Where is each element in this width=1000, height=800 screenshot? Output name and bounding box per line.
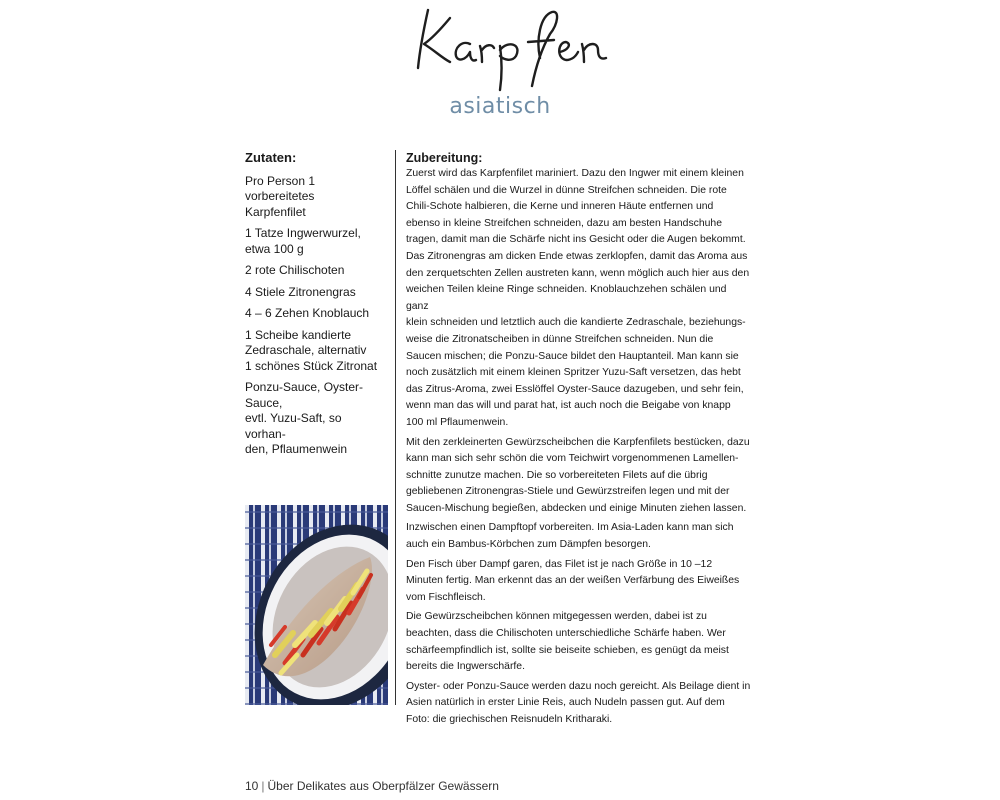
preparation-line: klein schneiden und letztlich auch die kandierte Zedraschale, beziehungs- — [406, 317, 746, 329]
preparation-paragraph — [406, 435, 751, 518]
preparation-line: weise die Zitronatscheiben in dünne Streifchen schneiden. Nun die — [406, 333, 714, 345]
preparation-line: 100 ml Pflaumenwein. — [406, 416, 509, 428]
preparation-line: Die Gewürzscheibchen können mitgegessen werden, dabei ist zu — [406, 611, 707, 623]
preparation-line: Löffel schälen und die Wurzel in dünne Streifchen schneiden. Die rote — [406, 184, 727, 196]
preparation-line: wenn man das will und parat hat, ist auch noch die Beigabe von knapp — [406, 400, 731, 412]
preparation-line: Den Fisch über Dampf garen, das Filet ist je nach Größe in 10 –12 — [406, 558, 713, 570]
preparation-heading: Zubereitung: — [406, 151, 483, 165]
preparation-paragraph — [406, 679, 751, 729]
preparation-line: Mit den zerkleinerten Gewürzscheibchen die Karpfenfilets bestücken, dazu — [406, 436, 750, 448]
preparation-line: das Zitrus-Aroma, zwei Esslöffel Oyster-Sauce dazugeben, und sehr fein, — [406, 383, 744, 395]
preparation-section — [406, 150, 751, 732]
ingredient-line: 2 rote Chilischoten — [245, 263, 345, 277]
preparation-line: den zerquetschten Zellen austreten kann, wenn möglich auch hier aus den — [406, 267, 750, 279]
ingredients-heading: Zutaten: — [245, 150, 297, 165]
page-number: 10 — [245, 779, 259, 793]
ingredient-item — [245, 285, 385, 301]
preparation-text — [406, 166, 751, 729]
preparation-line: auch ein Bambus-Körbchen zum Dämpfen besorgen. — [406, 539, 651, 551]
preparation-line: Minuten fertig. Man erkennt das an der weißen Verfärbung des Eiweißes — [406, 575, 740, 587]
preparation-line: Das Zitronengras am dicken Ende etwas zerklopfen, damit das Aroma aus — [406, 250, 748, 262]
ingredient-line: 1 Tatze Ingwerwurzel, — [245, 226, 361, 240]
preparation-line: bereits die Ingwerschärfe. — [406, 661, 525, 673]
ingredients-section — [245, 150, 385, 464]
ingredient-line: Zedraschale, alternativ — [245, 343, 367, 357]
ingredient-line: etwa 100 g — [245, 241, 304, 256]
preparation-line: Oyster- oder Ponzu-Sauce werden dazu noch gereicht. Als Beilage dient in — [406, 680, 751, 692]
preparation-line: Foto: die griechischen Reisnudeln Kritharaki. — [406, 714, 613, 725]
ingredient-item — [245, 226, 385, 257]
dish-photo — [245, 505, 388, 705]
preparation-line: noch zusätzlich mit einem kleinen Spritzer Yuzu-Saft versetzen, das hebt — [406, 367, 741, 379]
ingredient-line: Pro Person 1 vorbereitetes — [245, 173, 316, 203]
ingredient-item — [245, 328, 385, 375]
ingredient-line: 1 schönes Stück Zitronat — [245, 358, 378, 373]
preparation-line: Chili-Schote halbieren, die Kerne und inneren Häute entfernen und — [406, 201, 714, 213]
book-title: Über Delikates aus Oberpfälzer Gewässern — [267, 779, 499, 793]
preparation-paragraph — [406, 166, 751, 432]
page-footer — [245, 779, 499, 793]
footer-separator: | — [261, 779, 265, 793]
preparation-line: schärfeempfindlich ist, sollte sie beiseite schieben, es genügt da meist — [406, 644, 729, 656]
ingredient-line: Karpfenfilet — [245, 204, 306, 219]
ingredient-line: 4 – 6 Zehen Knoblauch — [245, 306, 370, 320]
ingredients-list — [245, 174, 385, 458]
preparation-line: tragen, damit man die Schärfe nicht ins Gesicht oder die Augen bekommt. — [406, 234, 746, 246]
ingredient-item — [245, 263, 385, 279]
preparation-line: Asien natürlich in erster Linie Reis, auch Nudeln passen gut. Auf dem — [406, 697, 725, 709]
preparation-line: ebenso in kleine Streifchen schneiden, dazu am besten Handschuhe — [406, 217, 722, 229]
preparation-line: vom Fischfleisch. — [406, 591, 486, 603]
preparation-line: weichen Teilen kleine Ringe schneiden. Knoblauchzehen schälen und ganz — [406, 284, 727, 312]
ingredient-item — [245, 306, 385, 322]
preparation-line: Saucen-Mischung begießen, abdecken und einige Minuten ziehen lassen. — [406, 502, 747, 514]
recipe-subtitle: asiatisch — [449, 94, 551, 119]
preparation-paragraph — [406, 609, 751, 675]
preparation-paragraph — [406, 520, 751, 553]
preparation-line: Saucen mischen; die Ponzu-Sauce bildet den Hauptanteil. Man kann sie — [406, 350, 739, 362]
preparation-line: beachten, dass die Chilischoten unterschiedliche Schärfe haben. Wer — [406, 628, 726, 640]
preparation-line: Inzwischen einen Dampftopf vorbereiten. Im Asia-Laden kann man sich — [406, 522, 734, 534]
column-divider — [395, 150, 396, 705]
preparation-line: schnitte zunutze machen. Die so vorbereiteten Filets auf die übrig — [406, 469, 708, 481]
ingredient-line: evtl. Yuzu-Saft, so vorhan- — [245, 411, 342, 441]
ingredient-line: Ponzu-Sauce, Oyster-Sauce, — [245, 380, 364, 410]
ingredient-line: 4 Stiele Zitronengras — [245, 284, 356, 299]
ingredient-line: den, Pflaumenwein — [245, 442, 348, 456]
preparation-paragraph — [406, 557, 751, 607]
preparation-line: Zuerst wird das Karpfenfilet mariniert. Dazu den Ingwer mit einem kleinen — [406, 168, 744, 179]
preparation-line: kann man sich sehr schön die vom Teichwirt vorgenommenen Lamellen- — [406, 453, 739, 465]
title-script — [400, 0, 640, 92]
preparation-line: gebliebenen Zitronengras-Stiele und Gewürzstreifen legen und mit der — [406, 486, 730, 498]
ingredient-line: 1 Scheibe kandierte — [245, 327, 352, 342]
ingredient-item — [245, 380, 385, 458]
ingredient-item — [245, 174, 385, 221]
